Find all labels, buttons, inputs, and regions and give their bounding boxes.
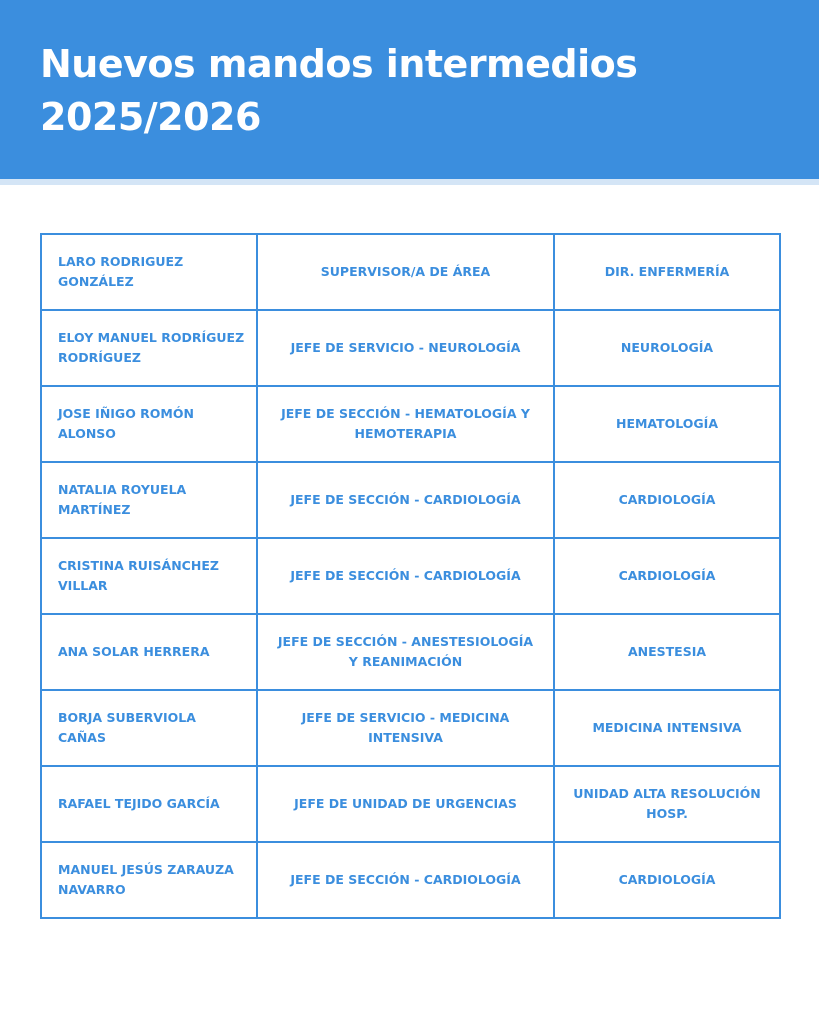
table-row [41,766,780,842]
name-cell: MANUEL JESÚS ZARAUZA NAVARRO [41,842,257,918]
name-cell: ELOY MANUEL RODRÍGUEZ RODRÍGUEZ [41,310,257,386]
table-row [41,310,780,386]
department-cell: ANESTESIA [554,614,780,690]
department-cell: MEDICINA INTENSIVA [554,690,780,766]
table-row [41,462,780,538]
table-row [41,614,780,690]
department-cell: CARDIOLOGÍA [554,842,780,918]
position-cell: JEFE DE SECCIÓN - CARDIOLOGÍA [257,842,554,918]
position-cell: JEFE DE SERVICIO - MEDICINA INTENSIVA [257,690,554,766]
department-cell: HEMATOLOGÍA [554,386,780,462]
position-cell: JEFE DE SECCIÓN - CARDIOLOGÍA [257,462,554,538]
position-cell: SUPERVISOR/A DE ÁREA [257,234,554,310]
department-cell: UNIDAD ALTA RESOLUCIÓN HOSP. [554,766,780,842]
name-cell: BORJA SUBERVIOLA CAÑAS [41,690,257,766]
table-row [41,538,780,614]
table-row [41,842,780,918]
department-cell: NEUROLOGÍA [554,310,780,386]
managers-table [40,233,781,919]
position-cell: JEFE DE SERVICIO - NEUROLOGÍA [257,310,554,386]
position-cell: JEFE DE SECCIÓN - CARDIOLOGÍA [257,538,554,614]
name-cell: RAFAEL TEJIDO GARCÍA [41,766,257,842]
table-row [41,386,780,462]
header-underline [0,179,819,185]
department-cell: DIR. ENFERMERÍA [554,234,780,310]
position-cell: JEFE DE SECCIÓN - HEMATOLOGÍA Y HEMOTERAPIA [257,386,554,462]
department-cell: CARDIOLOGÍA [554,538,780,614]
department-cell: CARDIOLOGÍA [554,462,780,538]
name-cell: CRISTINA RUISÁNCHEZ VILLAR [41,538,257,614]
table-row [41,690,780,766]
position-cell: JEFE DE UNIDAD DE URGENCIAS [257,766,554,842]
page-title [40,38,780,144]
name-cell: JOSE IÑIGO ROMÓN ALONSO [41,386,257,462]
page-title-line-1: Nuevos mandos intermedios [40,42,638,86]
page-title-line-2: 2025/2026 [40,95,261,139]
position-cell: JEFE DE SECCIÓN - ANESTESIOLOGÍA Y REANIMACIÓN [257,614,554,690]
table-row [41,234,780,310]
name-cell: LARO RODRIGUEZ GONZÁLEZ [41,234,257,310]
name-cell: NATALIA ROYUELA MARTÍNEZ [41,462,257,538]
name-cell: ANA SOLAR HERRERA [41,614,257,690]
